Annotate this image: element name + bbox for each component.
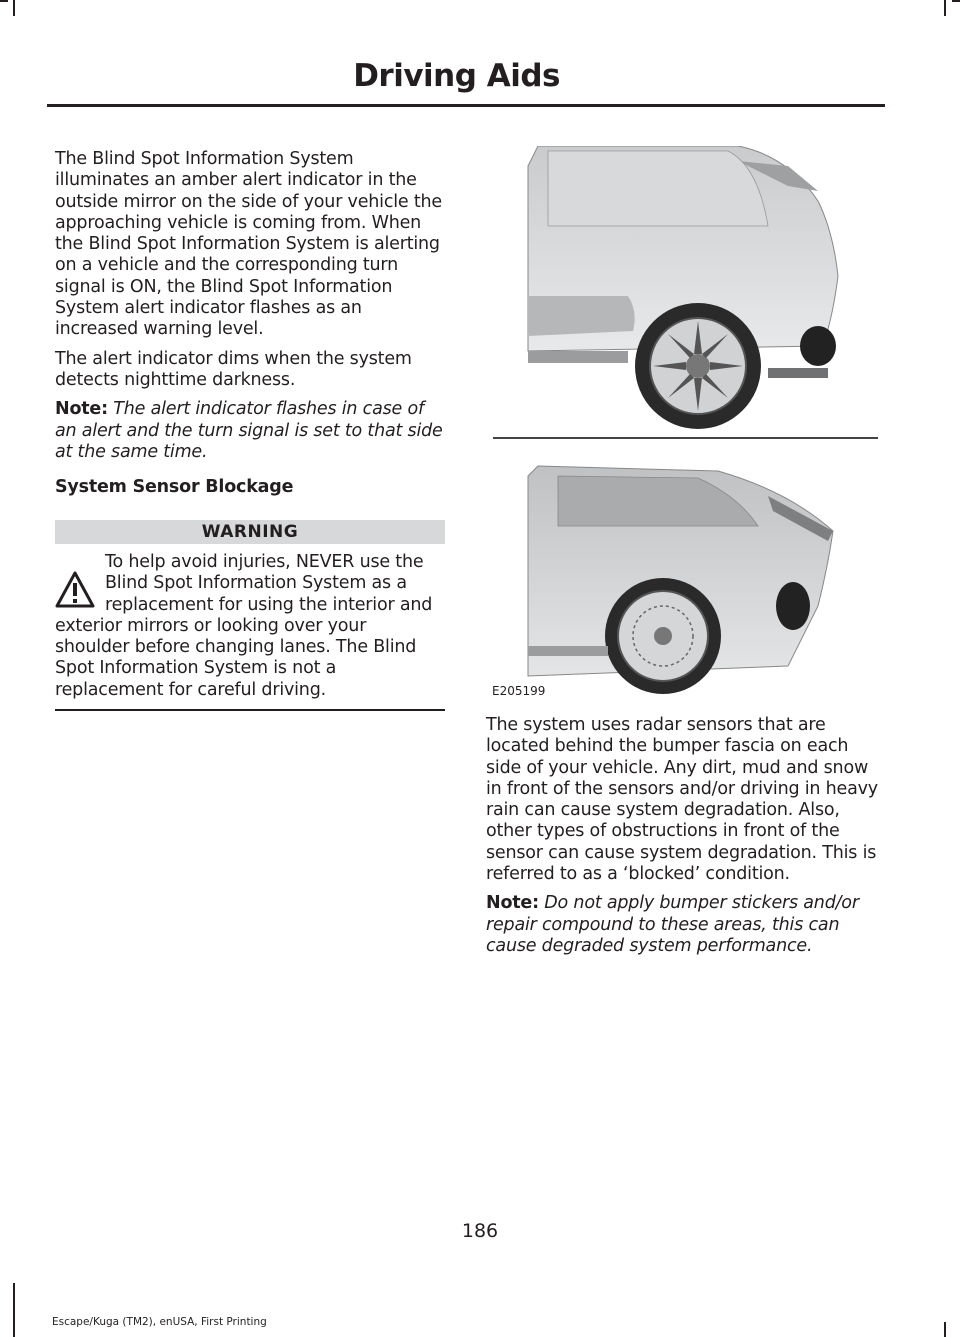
vehicle-rear-illustration [488, 146, 883, 701]
crop-mark [944, 0, 946, 16]
warning-rule [55, 709, 445, 711]
note-label: Note: [55, 399, 108, 420]
figure-code: E205199 [492, 684, 546, 698]
note-text: The alert indicator flashes in case of an alert and the turn signal is set to that side at the same time. [55, 399, 443, 462]
paragraph: The alert indicator dims when the system detects nighttime darkness. [55, 348, 412, 390]
footer-text: Escape/Kuga (TM2), enUSA, First Printing [52, 1316, 267, 1328]
note-text: Do not apply bumper stickers and/or repair compound to these areas, this can cause degraded system performance. [486, 893, 859, 956]
crop-mark [944, 1322, 946, 1337]
warning-text: To help avoid injuries, NEVER use the Blind Spot Information System as a replacement for using the interior and exterior mirrors or looking over your shoulder before changing lanes. The Blind Spot Information System is not a replacement for careful driving. [55, 552, 433, 700]
page-number: 186 [461, 1220, 499, 1242]
warning-box [55, 520, 445, 711]
section-heading: System Sensor Blockage [55, 477, 294, 498]
paragraph: The Blind Spot Information System illuminates an amber alert indicator in the outside mirror on the side of your vehicle the approaching vehicle is coming from. When the Blind Spot Information System is alerting on a vehicle and the corresponding turn signal is ON, the Blind Spot Information System alert indicator flashes as an increased warning level. [55, 149, 442, 340]
suv-illustration [528, 146, 838, 429]
warning-header: WARNING [55, 520, 445, 544]
note-label: Note: [486, 893, 539, 914]
crop-mark [13, 0, 15, 16]
warning-body [55, 552, 445, 701]
crop-mark [0, 0, 8, 2]
right-column [486, 715, 881, 965]
warning-triangle-icon [55, 570, 95, 610]
paragraph: The system uses radar sensors that are located behind the bumper fascia on each side of your vehicle. Any dirt, mud and snow in front of the sensors and/or driving in heavy rain can cause system degradation. Also, other types of obstructions in front of the sensor can cause system degradation. This is referred to as a ‘blocked’ condition. [486, 715, 878, 885]
page-title: Driving Aids [353, 58, 560, 94]
note [486, 893, 881, 957]
sedan-illustration [528, 466, 833, 694]
note [55, 399, 447, 463]
crop-mark [13, 1283, 15, 1337]
crop-mark [952, 0, 960, 2]
header-rule [47, 104, 885, 107]
left-column [55, 149, 447, 514]
